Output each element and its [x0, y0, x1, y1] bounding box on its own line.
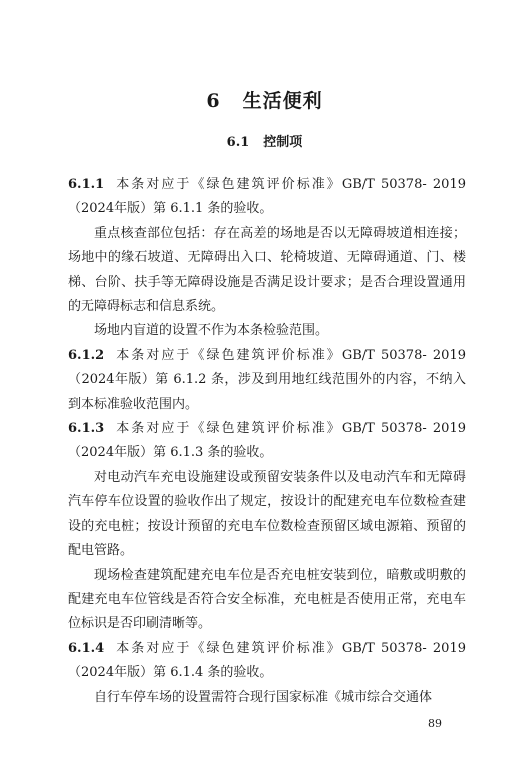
- clause-number: 6.1.3: [68, 421, 105, 437]
- section-title: [0, 131, 529, 150]
- paragraph: [68, 564, 466, 637]
- paragraph-text: 本条对应于《绿色建筑评价标准》GB/T 50378- 2019（2024年版）第 6.1.3 条的验收。: [68, 421, 466, 461]
- paragraph: [68, 686, 466, 710]
- paragraph: [68, 466, 466, 564]
- paragraph-text: 本条对应于《绿色建筑评价标准》GB/T 50378- 2019（2024年版）第 6.1.1 条的验收。: [68, 177, 466, 217]
- paragraph-text: 自行车停车场的设置需符合现行国家标准《城市综合交通体: [94, 689, 433, 705]
- section-number: 6.1: [226, 135, 250, 150]
- clause-paragraph: [68, 173, 466, 222]
- clause-paragraph: [68, 637, 466, 686]
- chapter-number: 6: [206, 90, 221, 112]
- paragraph-text: 本条对应于《绿色建筑评价标准》GB/T 50378- 2019（2024年版）第 6.1.4 条的验收。: [68, 640, 466, 681]
- chapter-title-text: 生活便利: [242, 90, 323, 112]
- clause-number: 6.1.1: [68, 177, 105, 192]
- chapter-title: [0, 86, 529, 113]
- paragraph-text: 对电动汽车充电设施建设或预留安装条件以及电动汽车和无障碍汽车停车位设置的验收作出了规定，按设计的配建充电车位数检查建设的充电桩；按设计预留的充电车位数检查预留区域电源箱、预留的配电管路。: [68, 469, 466, 559]
- section-title-text: 控制项: [263, 135, 303, 150]
- paragraph-text: 场地内盲道的设置不作为本条检验范围。: [94, 323, 329, 339]
- clause-paragraph: [68, 344, 466, 417]
- paragraph-text: 重点核查部位包括：存在高差的场地是否以无障碍坡道相连接；场地中的缘石坡道、无障碍出入口、轮椅坡道、无障碍通道、门、楼梯、台阶、扶手等无障碍设施是否满足设计要求；是否合理设置通用的无障碍标志和信息系统。: [68, 225, 466, 315]
- clause-paragraph: [68, 417, 466, 466]
- paragraph: [68, 222, 466, 320]
- paragraph-text: 现场检查建筑配建充电车位是否充电桩安装到位，暗敷或明敷的配建充电车位管线是否符合安全标准，充电桩是否使用正常，充电车位标识是否印刷清晰等。: [68, 567, 466, 632]
- document-body: [68, 173, 466, 710]
- paragraph-text: 本条对应于《绿色建筑评价标准》GB/T 50378- 2019（2024年版）第 6.1.2 条，涉及到用地红线范围外的内容，不纳入到本标准验收范围内。: [68, 347, 466, 412]
- clause-number: 6.1.2: [68, 347, 105, 363]
- clause-number: 6.1.4: [68, 640, 105, 656]
- page-number: 89: [428, 717, 442, 730]
- paragraph: [68, 319, 466, 343]
